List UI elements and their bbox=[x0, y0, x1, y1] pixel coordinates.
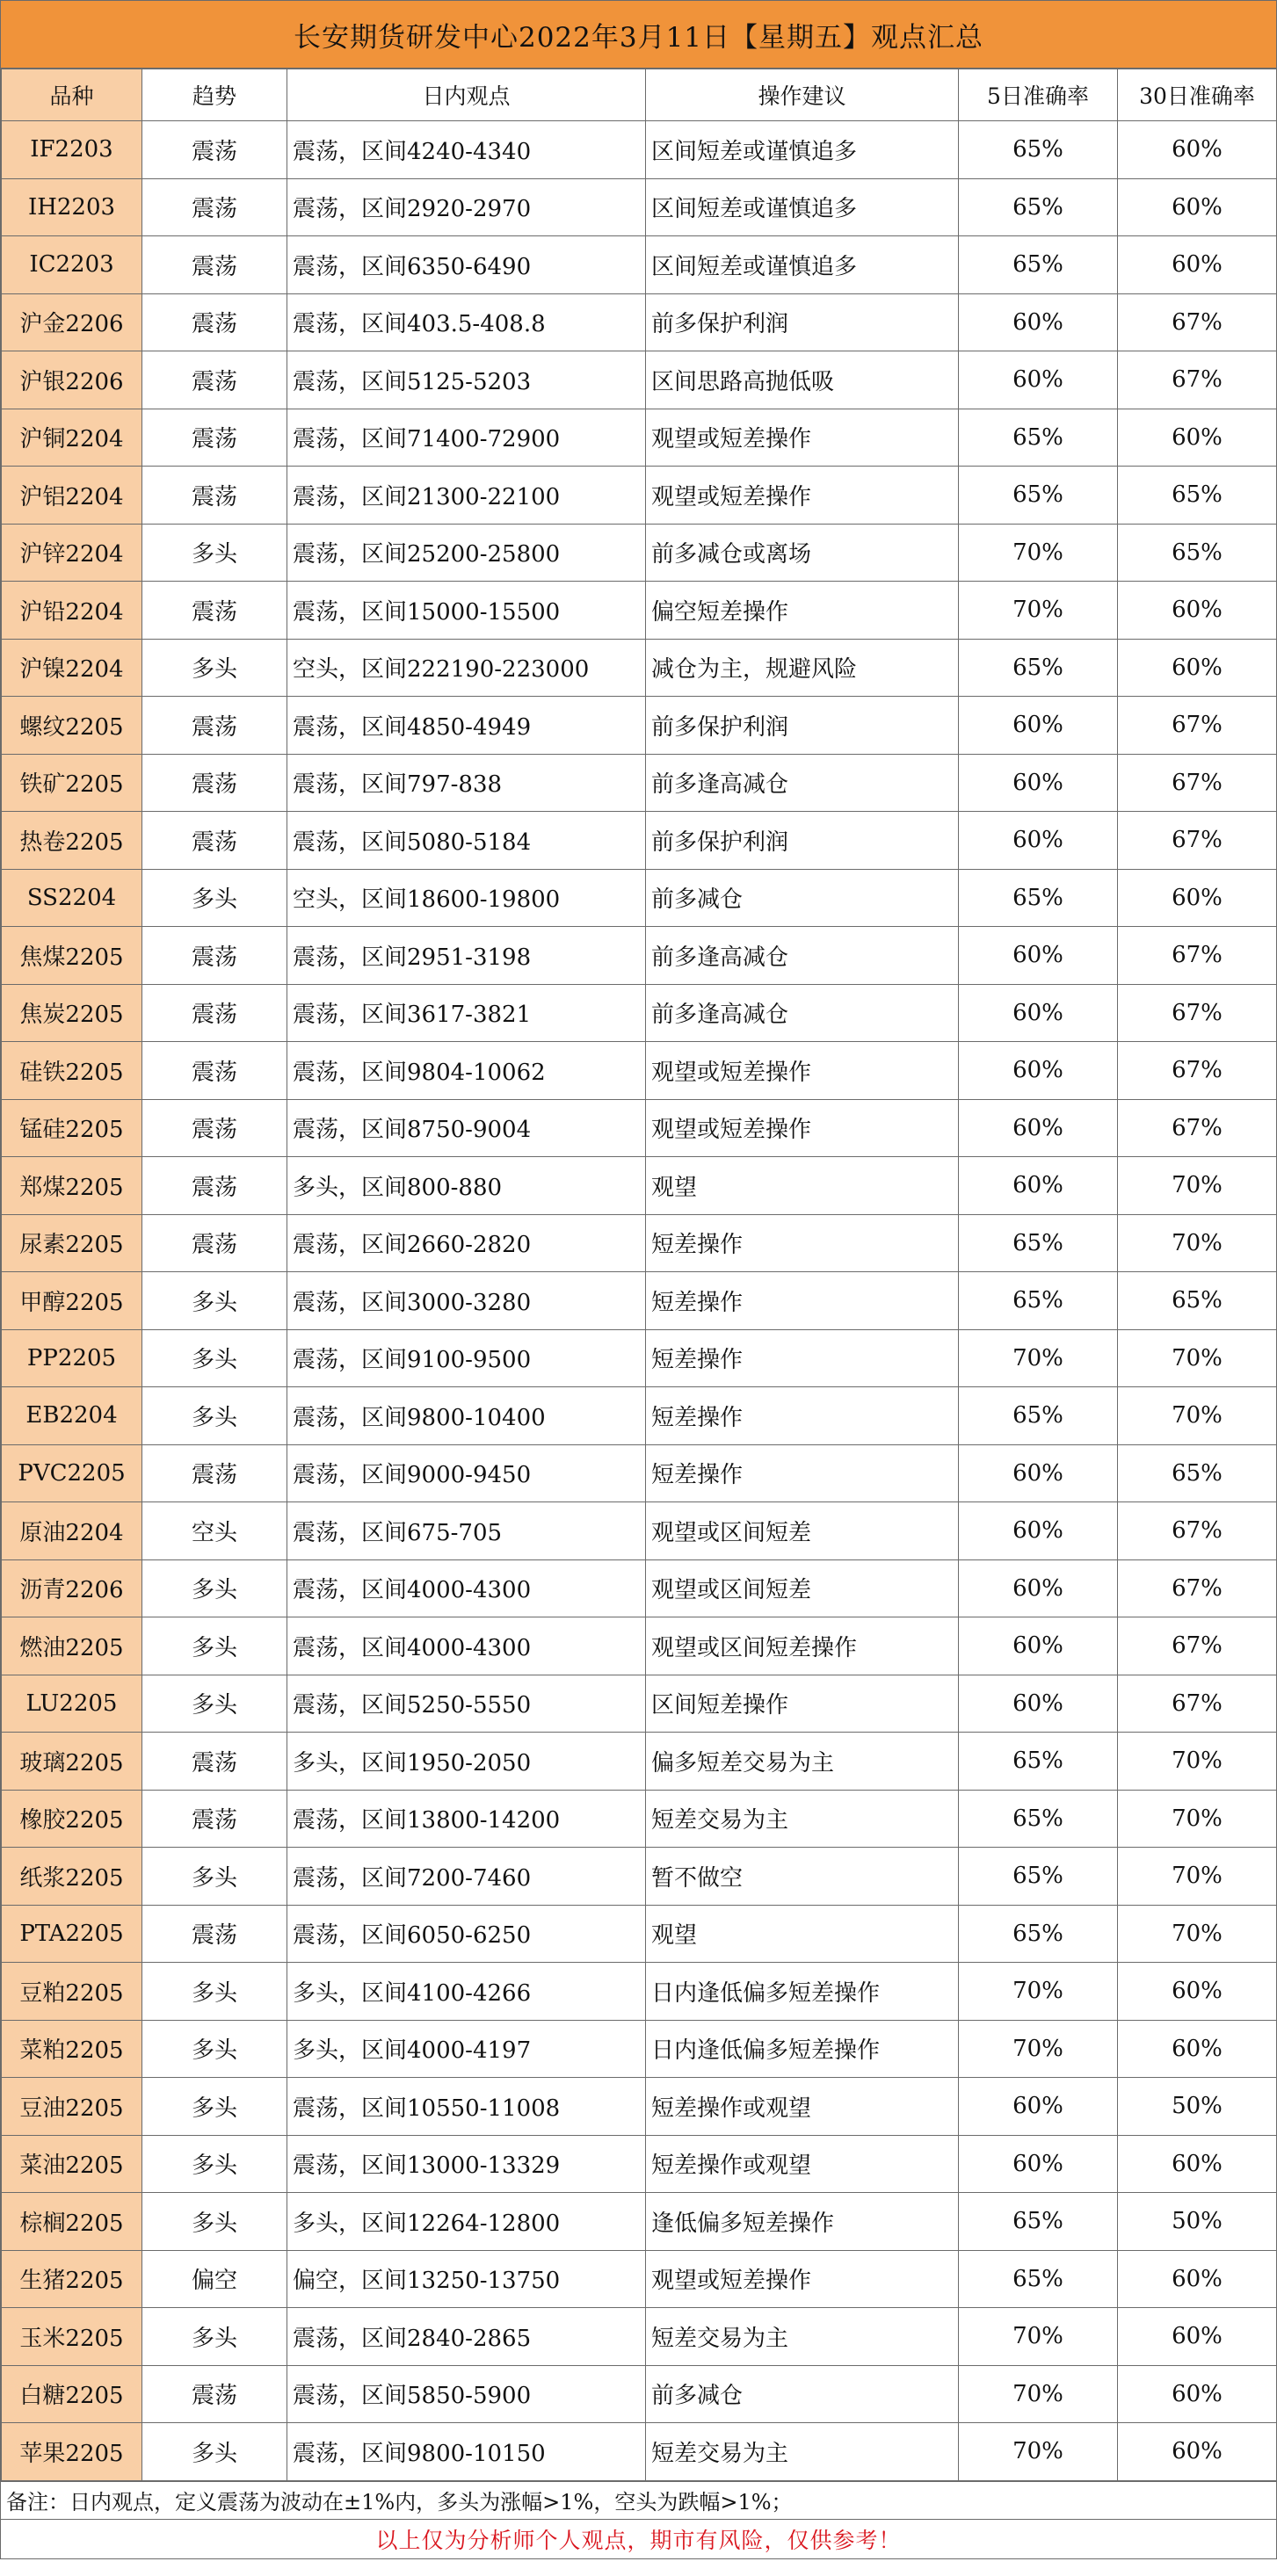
variety-cell: SS2204 bbox=[2, 869, 142, 927]
table-row bbox=[2, 2135, 1277, 2193]
intraday-view-cell: 震荡，区间8750-9004 bbox=[287, 1099, 646, 1157]
suggestion-cell: 前多保护利润 bbox=[646, 697, 959, 755]
suggestion-cell: 前多保护利润 bbox=[646, 812, 959, 870]
table-row bbox=[2, 697, 1277, 755]
table-row bbox=[2, 351, 1277, 409]
accuracy-30day-cell: 67% bbox=[1118, 1502, 1277, 1560]
accuracy-30day-cell: 50% bbox=[1118, 2078, 1277, 2136]
accuracy-5day-cell: 65% bbox=[959, 467, 1118, 525]
variety-cell: 豆粕2205 bbox=[2, 1963, 142, 2021]
trend-cell: 震荡 bbox=[142, 2365, 287, 2423]
accuracy-5day-cell: 60% bbox=[959, 1042, 1118, 1100]
variety-cell: 焦煤2205 bbox=[2, 927, 142, 985]
trend-cell: 震荡 bbox=[142, 236, 287, 294]
accuracy-5day-cell: 65% bbox=[959, 236, 1118, 294]
header-30day-accuracy: 30日准确率 bbox=[1118, 69, 1277, 121]
suggestion-cell: 观望或短差操作 bbox=[646, 1099, 959, 1157]
table-row bbox=[2, 1733, 1277, 1791]
suggestion-cell: 区间短差操作 bbox=[646, 1675, 959, 1733]
accuracy-5day-cell: 60% bbox=[959, 754, 1118, 812]
suggestion-cell: 区间短差或谨慎追多 bbox=[646, 178, 959, 236]
suggestion-cell: 短差操作 bbox=[646, 1444, 959, 1502]
accuracy-5day-cell: 65% bbox=[959, 121, 1118, 179]
accuracy-30day-cell: 65% bbox=[1118, 467, 1277, 525]
variety-cell: 苹果2205 bbox=[2, 2423, 142, 2481]
accuracy-30day-cell: 67% bbox=[1118, 1675, 1277, 1733]
accuracy-5day-cell: 60% bbox=[959, 927, 1118, 985]
accuracy-30day-cell: 65% bbox=[1118, 524, 1277, 582]
suggestion-cell: 短差操作 bbox=[646, 1329, 959, 1387]
accuracy-5day-cell: 65% bbox=[959, 1905, 1118, 1963]
trend-cell: 震荡 bbox=[142, 1790, 287, 1848]
variety-cell: 菜粕2205 bbox=[2, 2020, 142, 2078]
accuracy-5day-cell: 60% bbox=[959, 697, 1118, 755]
intraday-view-cell: 震荡，区间10550-11008 bbox=[287, 2078, 646, 2136]
trend-cell: 多头 bbox=[142, 1387, 287, 1445]
intraday-view-cell: 震荡，区间2840-2865 bbox=[287, 2308, 646, 2366]
variety-cell: PVC2205 bbox=[2, 1444, 142, 1502]
table-row bbox=[2, 1675, 1277, 1733]
intraday-view-cell: 震荡，区间9800-10150 bbox=[287, 2423, 646, 2481]
variety-cell: 纸浆2205 bbox=[2, 1848, 142, 1906]
intraday-view-cell: 震荡，区间5080-5184 bbox=[287, 812, 646, 870]
intraday-view-cell: 震荡，区间2920-2970 bbox=[287, 178, 646, 236]
accuracy-5day-cell: 70% bbox=[959, 2423, 1118, 2481]
intraday-view-cell: 震荡，区间2660-2820 bbox=[287, 1214, 646, 1272]
table-row bbox=[2, 1790, 1277, 1848]
accuracy-30day-cell: 67% bbox=[1118, 754, 1277, 812]
intraday-view-cell: 震荡，区间15000-15500 bbox=[287, 582, 646, 640]
table-row bbox=[2, 2078, 1277, 2136]
table-row bbox=[2, 1963, 1277, 2021]
intraday-view-cell: 震荡，区间4240-4340 bbox=[287, 121, 646, 179]
intraday-view-cell: 震荡，区间675-705 bbox=[287, 1502, 646, 1560]
header-variety: 品种 bbox=[2, 69, 142, 121]
accuracy-30day-cell: 67% bbox=[1118, 351, 1277, 409]
accuracy-30day-cell: 60% bbox=[1118, 1963, 1277, 2021]
intraday-view-cell: 震荡，区间25200-25800 bbox=[287, 524, 646, 582]
accuracy-5day-cell: 65% bbox=[959, 2250, 1118, 2308]
accuracy-5day-cell: 60% bbox=[959, 1157, 1118, 1215]
accuracy-30day-cell: 60% bbox=[1118, 2250, 1277, 2308]
suggestion-cell: 前多减仓 bbox=[646, 2365, 959, 2423]
variety-cell: 玻璃2205 bbox=[2, 1733, 142, 1791]
table-row bbox=[2, 754, 1277, 812]
suggestion-cell: 短差操作 bbox=[646, 1272, 959, 1330]
table-row bbox=[2, 178, 1277, 236]
variety-cell: 硅铁2205 bbox=[2, 1042, 142, 1100]
suggestion-cell: 观望或区间短差操作 bbox=[646, 1617, 959, 1675]
table-row bbox=[2, 1905, 1277, 1963]
variety-cell: 郑煤2205 bbox=[2, 1157, 142, 1215]
accuracy-5day-cell: 70% bbox=[959, 2365, 1118, 2423]
trend-cell: 震荡 bbox=[142, 1042, 287, 1100]
variety-cell: 原油2204 bbox=[2, 1502, 142, 1560]
accuracy-30day-cell: 67% bbox=[1118, 1617, 1277, 1675]
accuracy-30day-cell: 70% bbox=[1118, 1329, 1277, 1387]
variety-cell: 甲醇2205 bbox=[2, 1272, 142, 1330]
suggestion-cell: 观望或区间短差 bbox=[646, 1502, 959, 1560]
accuracy-5day-cell: 60% bbox=[959, 2135, 1118, 2193]
table-row bbox=[2, 1848, 1277, 1906]
intraday-view-cell: 震荡，区间4000-4300 bbox=[287, 1559, 646, 1617]
trend-cell: 震荡 bbox=[142, 178, 287, 236]
table-row bbox=[2, 467, 1277, 525]
intraday-view-cell: 空头，区间18600-19800 bbox=[287, 869, 646, 927]
table-row bbox=[2, 524, 1277, 582]
intraday-view-cell: 震荡，区间403.5-408.8 bbox=[287, 293, 646, 351]
accuracy-30day-cell: 60% bbox=[1118, 869, 1277, 927]
trend-cell: 震荡 bbox=[142, 1444, 287, 1502]
header-suggestion: 操作建议 bbox=[646, 69, 959, 121]
trend-cell: 多头 bbox=[142, 1559, 287, 1617]
accuracy-30day-cell: 67% bbox=[1118, 1559, 1277, 1617]
trend-cell: 多头 bbox=[142, 2193, 287, 2251]
intraday-view-cell: 震荡，区间5250-5550 bbox=[287, 1675, 646, 1733]
accuracy-30day-cell: 60% bbox=[1118, 178, 1277, 236]
accuracy-5day-cell: 65% bbox=[959, 2193, 1118, 2251]
table-row bbox=[2, 1099, 1277, 1157]
footnote: 备注：日内观点，定义震荡为波动在±1%内，多头为涨幅>1%，空头为跌幅>1%； bbox=[1, 2481, 1276, 2519]
variety-cell: 沪锌2204 bbox=[2, 524, 142, 582]
table-row bbox=[2, 293, 1277, 351]
table-row bbox=[2, 1387, 1277, 1445]
intraday-view-cell: 震荡，区间3000-3280 bbox=[287, 1272, 646, 1330]
trend-cell: 多头 bbox=[142, 869, 287, 927]
variety-cell: 锰硅2205 bbox=[2, 1099, 142, 1157]
accuracy-30day-cell: 50% bbox=[1118, 2193, 1277, 2251]
intraday-view-cell: 震荡，区间9000-9450 bbox=[287, 1444, 646, 1502]
variety-cell: 生猪2205 bbox=[2, 2250, 142, 2308]
table-row bbox=[2, 1214, 1277, 1272]
suggestion-cell: 前多保护利润 bbox=[646, 293, 959, 351]
disclaimer: 以上仅为分析师个人观点，期市有风险，仅供参考！ bbox=[1, 2519, 1276, 2558]
views-table bbox=[1, 69, 1277, 2481]
table-row bbox=[2, 812, 1277, 870]
accuracy-5day-cell: 60% bbox=[959, 1617, 1118, 1675]
table-row bbox=[2, 1157, 1277, 1215]
table-row bbox=[2, 2020, 1277, 2078]
suggestion-cell: 前多减仓 bbox=[646, 869, 959, 927]
accuracy-30day-cell: 60% bbox=[1118, 2135, 1277, 2193]
suggestion-cell: 逢低偏多短差操作 bbox=[646, 2193, 959, 2251]
variety-cell: PTA2205 bbox=[2, 1905, 142, 1963]
accuracy-5day-cell: 70% bbox=[959, 2020, 1118, 2078]
intraday-view-cell: 震荡，区间13000-13329 bbox=[287, 2135, 646, 2193]
variety-cell: 热卷2205 bbox=[2, 812, 142, 870]
intraday-view-cell: 震荡，区间71400-72900 bbox=[287, 409, 646, 467]
intraday-view-cell: 多头，区间4100-4266 bbox=[287, 1963, 646, 2021]
accuracy-5day-cell: 65% bbox=[959, 409, 1118, 467]
table-row bbox=[2, 1042, 1277, 1100]
trend-cell: 震荡 bbox=[142, 121, 287, 179]
variety-cell: 沪银2206 bbox=[2, 351, 142, 409]
variety-cell: 豆油2205 bbox=[2, 2078, 142, 2136]
table-row bbox=[2, 2193, 1277, 2251]
suggestion-cell: 短差交易为主 bbox=[646, 2423, 959, 2481]
variety-cell: 螺纹2205 bbox=[2, 697, 142, 755]
variety-cell: 菜油2205 bbox=[2, 2135, 142, 2193]
trend-cell: 多头 bbox=[142, 1329, 287, 1387]
accuracy-5day-cell: 65% bbox=[959, 1790, 1118, 1848]
intraday-view-cell: 震荡，区间5850-5900 bbox=[287, 2365, 646, 2423]
accuracy-30day-cell: 70% bbox=[1118, 1214, 1277, 1272]
accuracy-30day-cell: 65% bbox=[1118, 1444, 1277, 1502]
accuracy-30day-cell: 60% bbox=[1118, 236, 1277, 294]
variety-cell: IH2203 bbox=[2, 178, 142, 236]
accuracy-5day-cell: 65% bbox=[959, 869, 1118, 927]
header-row bbox=[2, 69, 1277, 121]
suggestion-cell: 短差交易为主 bbox=[646, 1790, 959, 1848]
suggestion-cell: 观望或短差操作 bbox=[646, 467, 959, 525]
trend-cell: 多头 bbox=[142, 1675, 287, 1733]
trend-cell: 多头 bbox=[142, 2135, 287, 2193]
table-row bbox=[2, 2365, 1277, 2423]
suggestion-cell: 短差操作或观望 bbox=[646, 2135, 959, 2193]
table-row bbox=[2, 2308, 1277, 2366]
trend-cell: 震荡 bbox=[142, 812, 287, 870]
table-row bbox=[2, 1272, 1277, 1330]
suggestion-cell: 区间短差或谨慎追多 bbox=[646, 236, 959, 294]
trend-cell: 多头 bbox=[142, 524, 287, 582]
trend-cell: 震荡 bbox=[142, 1733, 287, 1791]
accuracy-30day-cell: 60% bbox=[1118, 2365, 1277, 2423]
suggestion-cell: 短差操作或观望 bbox=[646, 2078, 959, 2136]
trend-cell: 震荡 bbox=[142, 927, 287, 985]
accuracy-5day-cell: 65% bbox=[959, 1733, 1118, 1791]
trend-cell: 多头 bbox=[142, 2020, 287, 2078]
accuracy-30day-cell: 60% bbox=[1118, 121, 1277, 179]
accuracy-30day-cell: 60% bbox=[1118, 409, 1277, 467]
variety-cell: 沪金2206 bbox=[2, 293, 142, 351]
variety-cell: EB2204 bbox=[2, 1387, 142, 1445]
accuracy-5day-cell: 60% bbox=[959, 2078, 1118, 2136]
variety-cell: IC2203 bbox=[2, 236, 142, 294]
suggestion-cell: 日内逢低偏多短差操作 bbox=[646, 2020, 959, 2078]
suggestion-cell: 减仓为主，规避风险 bbox=[646, 639, 959, 697]
variety-cell: 沪铝2204 bbox=[2, 467, 142, 525]
intraday-view-cell: 震荡，区间5125-5203 bbox=[287, 351, 646, 409]
table-row bbox=[2, 1559, 1277, 1617]
page-title: 长安期货研发中心2022年3月11日【星期五】观点汇总 bbox=[1, 1, 1276, 69]
accuracy-30day-cell: 60% bbox=[1118, 582, 1277, 640]
accuracy-5day-cell: 60% bbox=[959, 1559, 1118, 1617]
accuracy-5day-cell: 65% bbox=[959, 1848, 1118, 1906]
variety-cell: 沥青2206 bbox=[2, 1559, 142, 1617]
table-row bbox=[2, 1617, 1277, 1675]
suggestion-cell: 短差操作 bbox=[646, 1214, 959, 1272]
trend-cell: 震荡 bbox=[142, 754, 287, 812]
trend-cell: 震荡 bbox=[142, 467, 287, 525]
accuracy-5day-cell: 65% bbox=[959, 1387, 1118, 1445]
suggestion-cell: 区间思路高抛低吸 bbox=[646, 351, 959, 409]
header-trend: 趋势 bbox=[142, 69, 287, 121]
accuracy-5day-cell: 70% bbox=[959, 1329, 1118, 1387]
suggestion-cell: 日内逢低偏多短差操作 bbox=[646, 1963, 959, 2021]
suggestion-cell: 观望或短差操作 bbox=[646, 1042, 959, 1100]
intraday-view-cell: 震荡，区间2951-3198 bbox=[287, 927, 646, 985]
trend-cell: 震荡 bbox=[142, 697, 287, 755]
table-row bbox=[2, 1444, 1277, 1502]
accuracy-30day-cell: 70% bbox=[1118, 1157, 1277, 1215]
trend-cell: 偏空 bbox=[142, 2250, 287, 2308]
suggestion-cell: 观望 bbox=[646, 1157, 959, 1215]
intraday-view-cell: 多头，区间4000-4197 bbox=[287, 2020, 646, 2078]
accuracy-5day-cell: 70% bbox=[959, 524, 1118, 582]
accuracy-5day-cell: 60% bbox=[959, 1675, 1118, 1733]
accuracy-5day-cell: 70% bbox=[959, 1963, 1118, 2021]
intraday-view-cell: 震荡，区间4000-4300 bbox=[287, 1617, 646, 1675]
table-row bbox=[2, 869, 1277, 927]
suggestion-cell: 暂不做空 bbox=[646, 1848, 959, 1906]
accuracy-5day-cell: 60% bbox=[959, 1502, 1118, 1560]
suggestion-cell: 观望或短差操作 bbox=[646, 409, 959, 467]
accuracy-30day-cell: 67% bbox=[1118, 697, 1277, 755]
intraday-view-cell: 震荡，区间797-838 bbox=[287, 754, 646, 812]
header-5day-accuracy: 5日准确率 bbox=[959, 69, 1118, 121]
table-row bbox=[2, 984, 1277, 1042]
accuracy-30day-cell: 70% bbox=[1118, 1848, 1277, 1906]
accuracy-5day-cell: 60% bbox=[959, 812, 1118, 870]
accuracy-5day-cell: 60% bbox=[959, 1444, 1118, 1502]
variety-cell: PP2205 bbox=[2, 1329, 142, 1387]
table-row bbox=[2, 1502, 1277, 1560]
suggestion-cell: 前多减仓或离场 bbox=[646, 524, 959, 582]
trend-cell: 震荡 bbox=[142, 984, 287, 1042]
suggestion-cell: 观望或区间短差 bbox=[646, 1559, 959, 1617]
intraday-view-cell: 震荡，区间4850-4949 bbox=[287, 697, 646, 755]
accuracy-5day-cell: 65% bbox=[959, 1272, 1118, 1330]
suggestion-cell: 短差操作 bbox=[646, 1387, 959, 1445]
variety-cell: 铁矿2205 bbox=[2, 754, 142, 812]
trend-cell: 多头 bbox=[142, 1617, 287, 1675]
intraday-view-cell: 震荡，区间9804-10062 bbox=[287, 1042, 646, 1100]
suggestion-cell: 前多逢高减仓 bbox=[646, 927, 959, 985]
accuracy-30day-cell: 67% bbox=[1118, 293, 1277, 351]
suggestion-cell: 偏多短差交易为主 bbox=[646, 1733, 959, 1791]
trend-cell: 震荡 bbox=[142, 582, 287, 640]
accuracy-5day-cell: 65% bbox=[959, 178, 1118, 236]
trend-cell: 震荡 bbox=[142, 1157, 287, 1215]
accuracy-30day-cell: 70% bbox=[1118, 1790, 1277, 1848]
intraday-view-cell: 震荡，区间6050-6250 bbox=[287, 1905, 646, 1963]
intraday-view-cell: 空头，区间222190-223000 bbox=[287, 639, 646, 697]
table-row bbox=[2, 236, 1277, 294]
intraday-view-cell: 震荡，区间9100-9500 bbox=[287, 1329, 646, 1387]
accuracy-5day-cell: 70% bbox=[959, 2308, 1118, 2366]
accuracy-5day-cell: 60% bbox=[959, 351, 1118, 409]
variety-cell: 尿素2205 bbox=[2, 1214, 142, 1272]
suggestion-cell: 观望或短差操作 bbox=[646, 2250, 959, 2308]
trend-cell: 震荡 bbox=[142, 1099, 287, 1157]
trend-cell: 空头 bbox=[142, 1502, 287, 1560]
accuracy-30day-cell: 60% bbox=[1118, 639, 1277, 697]
variety-cell: 沪镍2204 bbox=[2, 639, 142, 697]
intraday-view-cell: 偏空，区间13250-13750 bbox=[287, 2250, 646, 2308]
intraday-view-cell: 多头，区间1950-2050 bbox=[287, 1733, 646, 1791]
table-row bbox=[2, 121, 1277, 179]
variety-cell: 棕榈2205 bbox=[2, 2193, 142, 2251]
accuracy-30day-cell: 70% bbox=[1118, 1387, 1277, 1445]
header-intraday-view: 日内观点 bbox=[287, 69, 646, 121]
intraday-view-cell: 多头，区间12264-12800 bbox=[287, 2193, 646, 2251]
intraday-view-cell: 震荡，区间21300-22100 bbox=[287, 467, 646, 525]
trend-cell: 多头 bbox=[142, 2078, 287, 2136]
table-row bbox=[2, 2250, 1277, 2308]
suggestion-cell: 前多逢高减仓 bbox=[646, 984, 959, 1042]
accuracy-30day-cell: 67% bbox=[1118, 812, 1277, 870]
table-row bbox=[2, 582, 1277, 640]
intraday-view-cell: 震荡，区间6350-6490 bbox=[287, 236, 646, 294]
table-row bbox=[2, 2423, 1277, 2481]
suggestion-cell: 短差交易为主 bbox=[646, 2308, 959, 2366]
variety-cell: 橡胶2205 bbox=[2, 1790, 142, 1848]
accuracy-30day-cell: 70% bbox=[1118, 1905, 1277, 1963]
accuracy-5day-cell: 60% bbox=[959, 293, 1118, 351]
trend-cell: 震荡 bbox=[142, 409, 287, 467]
variety-cell: 玉米2205 bbox=[2, 2308, 142, 2366]
table-row bbox=[2, 1329, 1277, 1387]
accuracy-30day-cell: 70% bbox=[1118, 1733, 1277, 1791]
intraday-view-cell: 震荡，区间3617-3821 bbox=[287, 984, 646, 1042]
variety-cell: 沪铜2204 bbox=[2, 409, 142, 467]
accuracy-5day-cell: 60% bbox=[959, 984, 1118, 1042]
trend-cell: 多头 bbox=[142, 639, 287, 697]
intraday-view-cell: 震荡，区间13800-14200 bbox=[287, 1790, 646, 1848]
accuracy-5day-cell: 65% bbox=[959, 639, 1118, 697]
table-body bbox=[2, 121, 1277, 2481]
variety-cell: 沪铅2204 bbox=[2, 582, 142, 640]
intraday-view-cell: 震荡，区间9800-10400 bbox=[287, 1387, 646, 1445]
variety-cell: IF2203 bbox=[2, 121, 142, 179]
trend-cell: 多头 bbox=[142, 2423, 287, 2481]
suggestion-cell: 区间短差或谨慎追多 bbox=[646, 121, 959, 179]
suggestion-cell: 偏空短差操作 bbox=[646, 582, 959, 640]
table-row bbox=[2, 639, 1277, 697]
trend-cell: 震荡 bbox=[142, 1214, 287, 1272]
variety-cell: 焦炭2205 bbox=[2, 984, 142, 1042]
suggestion-cell: 前多逢高减仓 bbox=[646, 754, 959, 812]
accuracy-30day-cell: 60% bbox=[1118, 2308, 1277, 2366]
accuracy-5day-cell: 70% bbox=[959, 582, 1118, 640]
accuracy-30day-cell: 60% bbox=[1118, 2423, 1277, 2481]
intraday-view-cell: 多头，区间800-880 bbox=[287, 1157, 646, 1215]
accuracy-30day-cell: 67% bbox=[1118, 927, 1277, 985]
accuracy-30day-cell: 67% bbox=[1118, 1042, 1277, 1100]
suggestion-cell: 观望 bbox=[646, 1905, 959, 1963]
trend-cell: 多头 bbox=[142, 2308, 287, 2366]
trend-cell: 震荡 bbox=[142, 351, 287, 409]
table-row bbox=[2, 409, 1277, 467]
accuracy-30day-cell: 67% bbox=[1118, 1099, 1277, 1157]
accuracy-30day-cell: 65% bbox=[1118, 1272, 1277, 1330]
accuracy-5day-cell: 60% bbox=[959, 1099, 1118, 1157]
trend-cell: 震荡 bbox=[142, 1905, 287, 1963]
accuracy-5day-cell: 65% bbox=[959, 1214, 1118, 1272]
accuracy-30day-cell: 60% bbox=[1118, 2020, 1277, 2078]
variety-cell: LU2205 bbox=[2, 1675, 142, 1733]
trend-cell: 多头 bbox=[142, 1963, 287, 2021]
table-row bbox=[2, 927, 1277, 985]
trend-cell: 多头 bbox=[142, 1848, 287, 1906]
intraday-view-cell: 震荡，区间7200-7460 bbox=[287, 1848, 646, 1906]
trend-cell: 震荡 bbox=[142, 293, 287, 351]
trend-cell: 多头 bbox=[142, 1272, 287, 1330]
accuracy-30day-cell: 67% bbox=[1118, 984, 1277, 1042]
variety-cell: 燃油2205 bbox=[2, 1617, 142, 1675]
variety-cell: 白糖2205 bbox=[2, 2365, 142, 2423]
